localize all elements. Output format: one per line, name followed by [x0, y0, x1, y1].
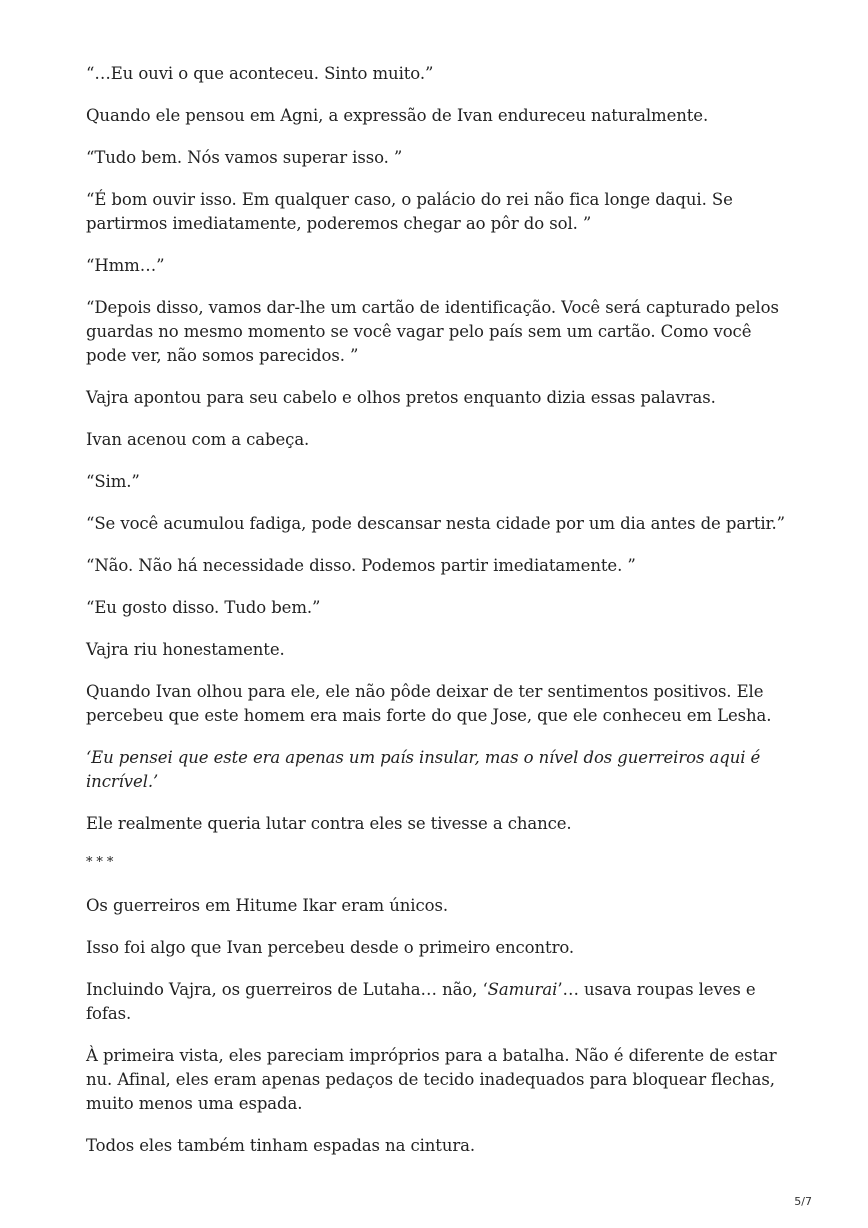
paragraph-22: Todos eles também tinham espadas na cintura.	[86, 1136, 476, 1155]
paragraph-14: Quando Ivan olhou para ele, ele não pôde deixar de ter sentimentos positivos. Ele percebeu que este homem era mais forte do que Jose, que ele conheceu em Lesha.	[86, 682, 772, 725]
paragraph-10: “Se você acumulou fadiga, pode descansar nesta cidade por um dia antes de partir.”	[86, 514, 786, 533]
scene-break-divider: * * *	[86, 855, 114, 870]
paragraph-18: Os guerreiros em Hitume Ikar eram únicos.	[86, 896, 448, 915]
paragraph-6: “Depois disso, vamos dar-lhe um cartão de identificação. Você será capturado pelos guardas no mesmo momento se você vagar pelo país sem um cartão. Como você pode ver, não somos parecidos. ”	[86, 298, 779, 365]
page-number: 5/7	[794, 1195, 812, 1208]
paragraph-11: “Não. Não há necessidade disso. Podemos partir imediatamente. ”	[86, 556, 636, 575]
paragraph-13: Vajra riu honestamente.	[86, 640, 285, 659]
paragraph-1: “…Eu ouvi o que aconteceu. Sinto muito.”	[86, 64, 434, 83]
paragraph-9: “Sim.”	[86, 472, 140, 491]
italic-thought-paragraph: ‘Eu pensei que este era apenas um país insular, mas o nível dos guerreiros aqui é incrível.’	[86, 748, 761, 791]
paragraph-4: “É bom ouvir isso. Em qualquer caso, o palácio do rei não fica longe daqui. Se partirmos imediatamente, poderemos chegar ao pôr do sol. ”	[86, 190, 733, 233]
paragraph-21: À primeira vista, eles pareciam impróprios para a batalha. Não é diferente de estar nu. Afinal, eles eram apenas pedaços de tecido inadequados para bloquear flechas, muito menos uma espada.	[86, 1046, 777, 1113]
paragraph-19: Isso foi algo que Ivan percebeu desde o primeiro encontro.	[86, 938, 575, 957]
paragraph-3: “Tudo bem. Nós vamos superar isso. ”	[86, 148, 403, 167]
document-page	[86, 62, 790, 1176]
paragraph-7: Vajra apontou para seu cabelo e olhos pretos enquanto dizia essas palavras.	[86, 388, 716, 407]
samurai-paragraph	[86, 978, 790, 1026]
samurai-text-before: Incluindo Vajra, os guerreiros de Lutaha… não, ‘	[86, 980, 488, 999]
paragraph-5: “Hmm…”	[86, 256, 165, 275]
paragraph-16: Ele realmente queria lutar contra eles se tivesse a chance.	[86, 814, 572, 833]
samurai-text-after: ’… usava roupas leves e fofas.	[86, 980, 756, 1023]
samurai-italic-word: Samurai	[487, 980, 558, 999]
paragraph-12: “Eu gosto disso. Tudo bem.”	[86, 598, 321, 617]
paragraph-8: Ivan acenou com a cabeça.	[86, 430, 310, 449]
paragraph-2: Quando ele pensou em Agni, a expressão de Ivan endureceu naturalmente.	[86, 106, 709, 125]
